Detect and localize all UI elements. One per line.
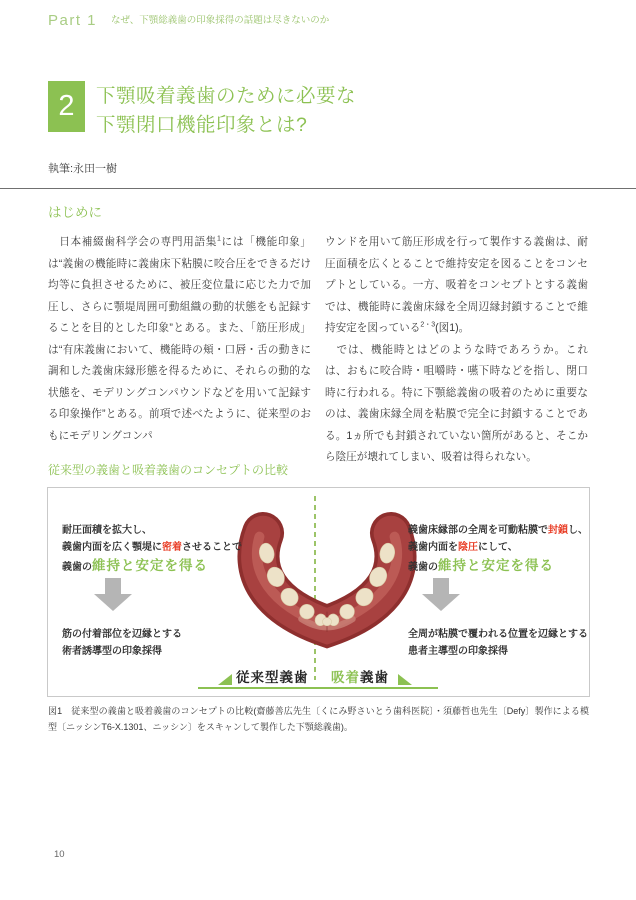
body-text: には「機能印象」は“義歯の機能時に義歯床下粘膜に咬合圧をできるだけ均等に負担させるために、被圧変位量に応じた力で加圧し、さらに顎堤周囲可動組織の動的状態をも記録することを目的とした印象”とある。また、「筋圧形成」は“有床義歯において、機能時の頬・口唇・舌の動きに調和した義歯床縁形態を得るために、それらの動的な状態を、モデリングコンパウンドなどを用いて記録する印象操作”とある。前項で述べたように、従来型のおもにモデリングコンパ bbox=[48, 236, 312, 442]
annotation-line: 耐圧面積を拡大し、 bbox=[62, 525, 152, 536]
body-text: 日本補綴歯科学会の専門用語集 bbox=[48, 236, 217, 248]
chapter-title bbox=[96, 82, 356, 139]
body-text: (図1)。 bbox=[435, 322, 470, 334]
conventional-method-annotation bbox=[62, 626, 182, 660]
intro-right-column bbox=[325, 232, 588, 469]
paragraph bbox=[48, 232, 311, 447]
part-header bbox=[48, 12, 329, 30]
chapter-number-badge: 2 bbox=[48, 81, 85, 132]
intro-heading: はじめに bbox=[48, 205, 102, 220]
annotation-line: 義歯内面を広く顎堤に密着させることで bbox=[62, 542, 242, 553]
green-emphasis: 維持と安定を得る bbox=[438, 558, 554, 573]
page-number: 10 bbox=[54, 849, 65, 860]
chapter-title-line2: 下顎閉口機能印象とは? bbox=[96, 113, 308, 136]
annotation-line: 患者主導型の印象採得 bbox=[408, 646, 508, 657]
figure-caption-label: 図1 bbox=[48, 706, 63, 716]
red-emphasis: 密着 bbox=[162, 542, 182, 553]
part-title: なぜ、下顎総義歯の印象採得の話題は尽きないのか bbox=[111, 15, 330, 26]
figure-caption-text: 従来型の義歯と吸着義歯のコンセプトの比較(齋藤善広先生〔くにみ野さいとう歯科医院〕・須藤哲也先生〔Defy〕製作による模型〔ニッシンT6-X.1301、ニッシン〕をスキャンして製作した下顎総義歯)。 bbox=[48, 706, 589, 732]
chapter-title-line1: 下顎吸着義歯のために必要な bbox=[96, 85, 357, 107]
annotation-line: 義歯の維持と安定を得る bbox=[408, 558, 554, 573]
down-arrow-icon bbox=[94, 578, 132, 611]
figure-caption bbox=[48, 704, 589, 735]
divider-rule bbox=[0, 188, 636, 189]
figure-section-title: 従来型の義歯と吸着義歯のコンセプトの比較 bbox=[48, 463, 289, 477]
left-arrowhead-icon bbox=[218, 674, 232, 685]
annotation-line: 術者誘導型の印象採得 bbox=[62, 646, 162, 657]
suction-method-annotation bbox=[408, 626, 588, 660]
annotation-line: 筋の付着部位を辺縁とする bbox=[62, 629, 182, 640]
lower-denture-image bbox=[228, 502, 426, 650]
intro-left-column bbox=[48, 232, 311, 447]
part-label: Part 1 bbox=[48, 12, 98, 29]
baseline-rule bbox=[198, 687, 438, 689]
paragraph: では、機能時とはどのような時であろうか。これは、おもに咬合時・咀嚼時・嚥下時などを指し、閉口時に行われる。特に下顎総義歯の吸着のために重要なのは、義歯床縁全周を粘膜で完全に封鎖することである。1ヵ所でも封鎖されていない箇所があると、そこから陰圧が壊れてしまい、吸着は得られない。 bbox=[325, 343, 588, 463]
annotation-line: 義歯の維持と安定を得る bbox=[62, 558, 208, 573]
right-arrowhead-icon bbox=[398, 674, 412, 685]
red-emphasis: 封鎖 bbox=[548, 525, 568, 536]
green-emphasis: 維持と安定を得る bbox=[92, 558, 208, 573]
reference-marker: 2・3 bbox=[420, 321, 436, 329]
paragraph bbox=[325, 232, 588, 340]
suction-concept-annotation bbox=[408, 522, 588, 578]
author-byline: 執筆:永田一樹 bbox=[48, 163, 118, 175]
red-emphasis: 陰圧 bbox=[458, 542, 478, 553]
annotation-line: 全周が粘膜で覆われる位置を辺縁とする bbox=[408, 629, 588, 640]
reference-marker: 1 bbox=[216, 235, 221, 243]
suction-denture-label: 吸着義歯 bbox=[331, 670, 389, 685]
down-arrow-icon bbox=[422, 578, 460, 611]
conventional-denture-label: 従来型義歯 bbox=[236, 670, 309, 685]
annotation-line: 義歯内面を陰圧にして、 bbox=[408, 542, 518, 553]
conventional-concept-annotation bbox=[62, 522, 242, 578]
body-text: ウンドを用いて筋圧形成を行って製作する義歯は、耐圧面積を広くとることで維持安定を図ることをコンセプトとしている。一方、吸着をコンセプトとする義歯では、機能時に義歯床縁を全周辺縁封鎖することで維持安定を図っている bbox=[325, 236, 588, 334]
annotation-line: 義歯床縁部の全周を可動粘膜で封鎖し、 bbox=[408, 525, 588, 536]
figure-box bbox=[47, 487, 590, 697]
